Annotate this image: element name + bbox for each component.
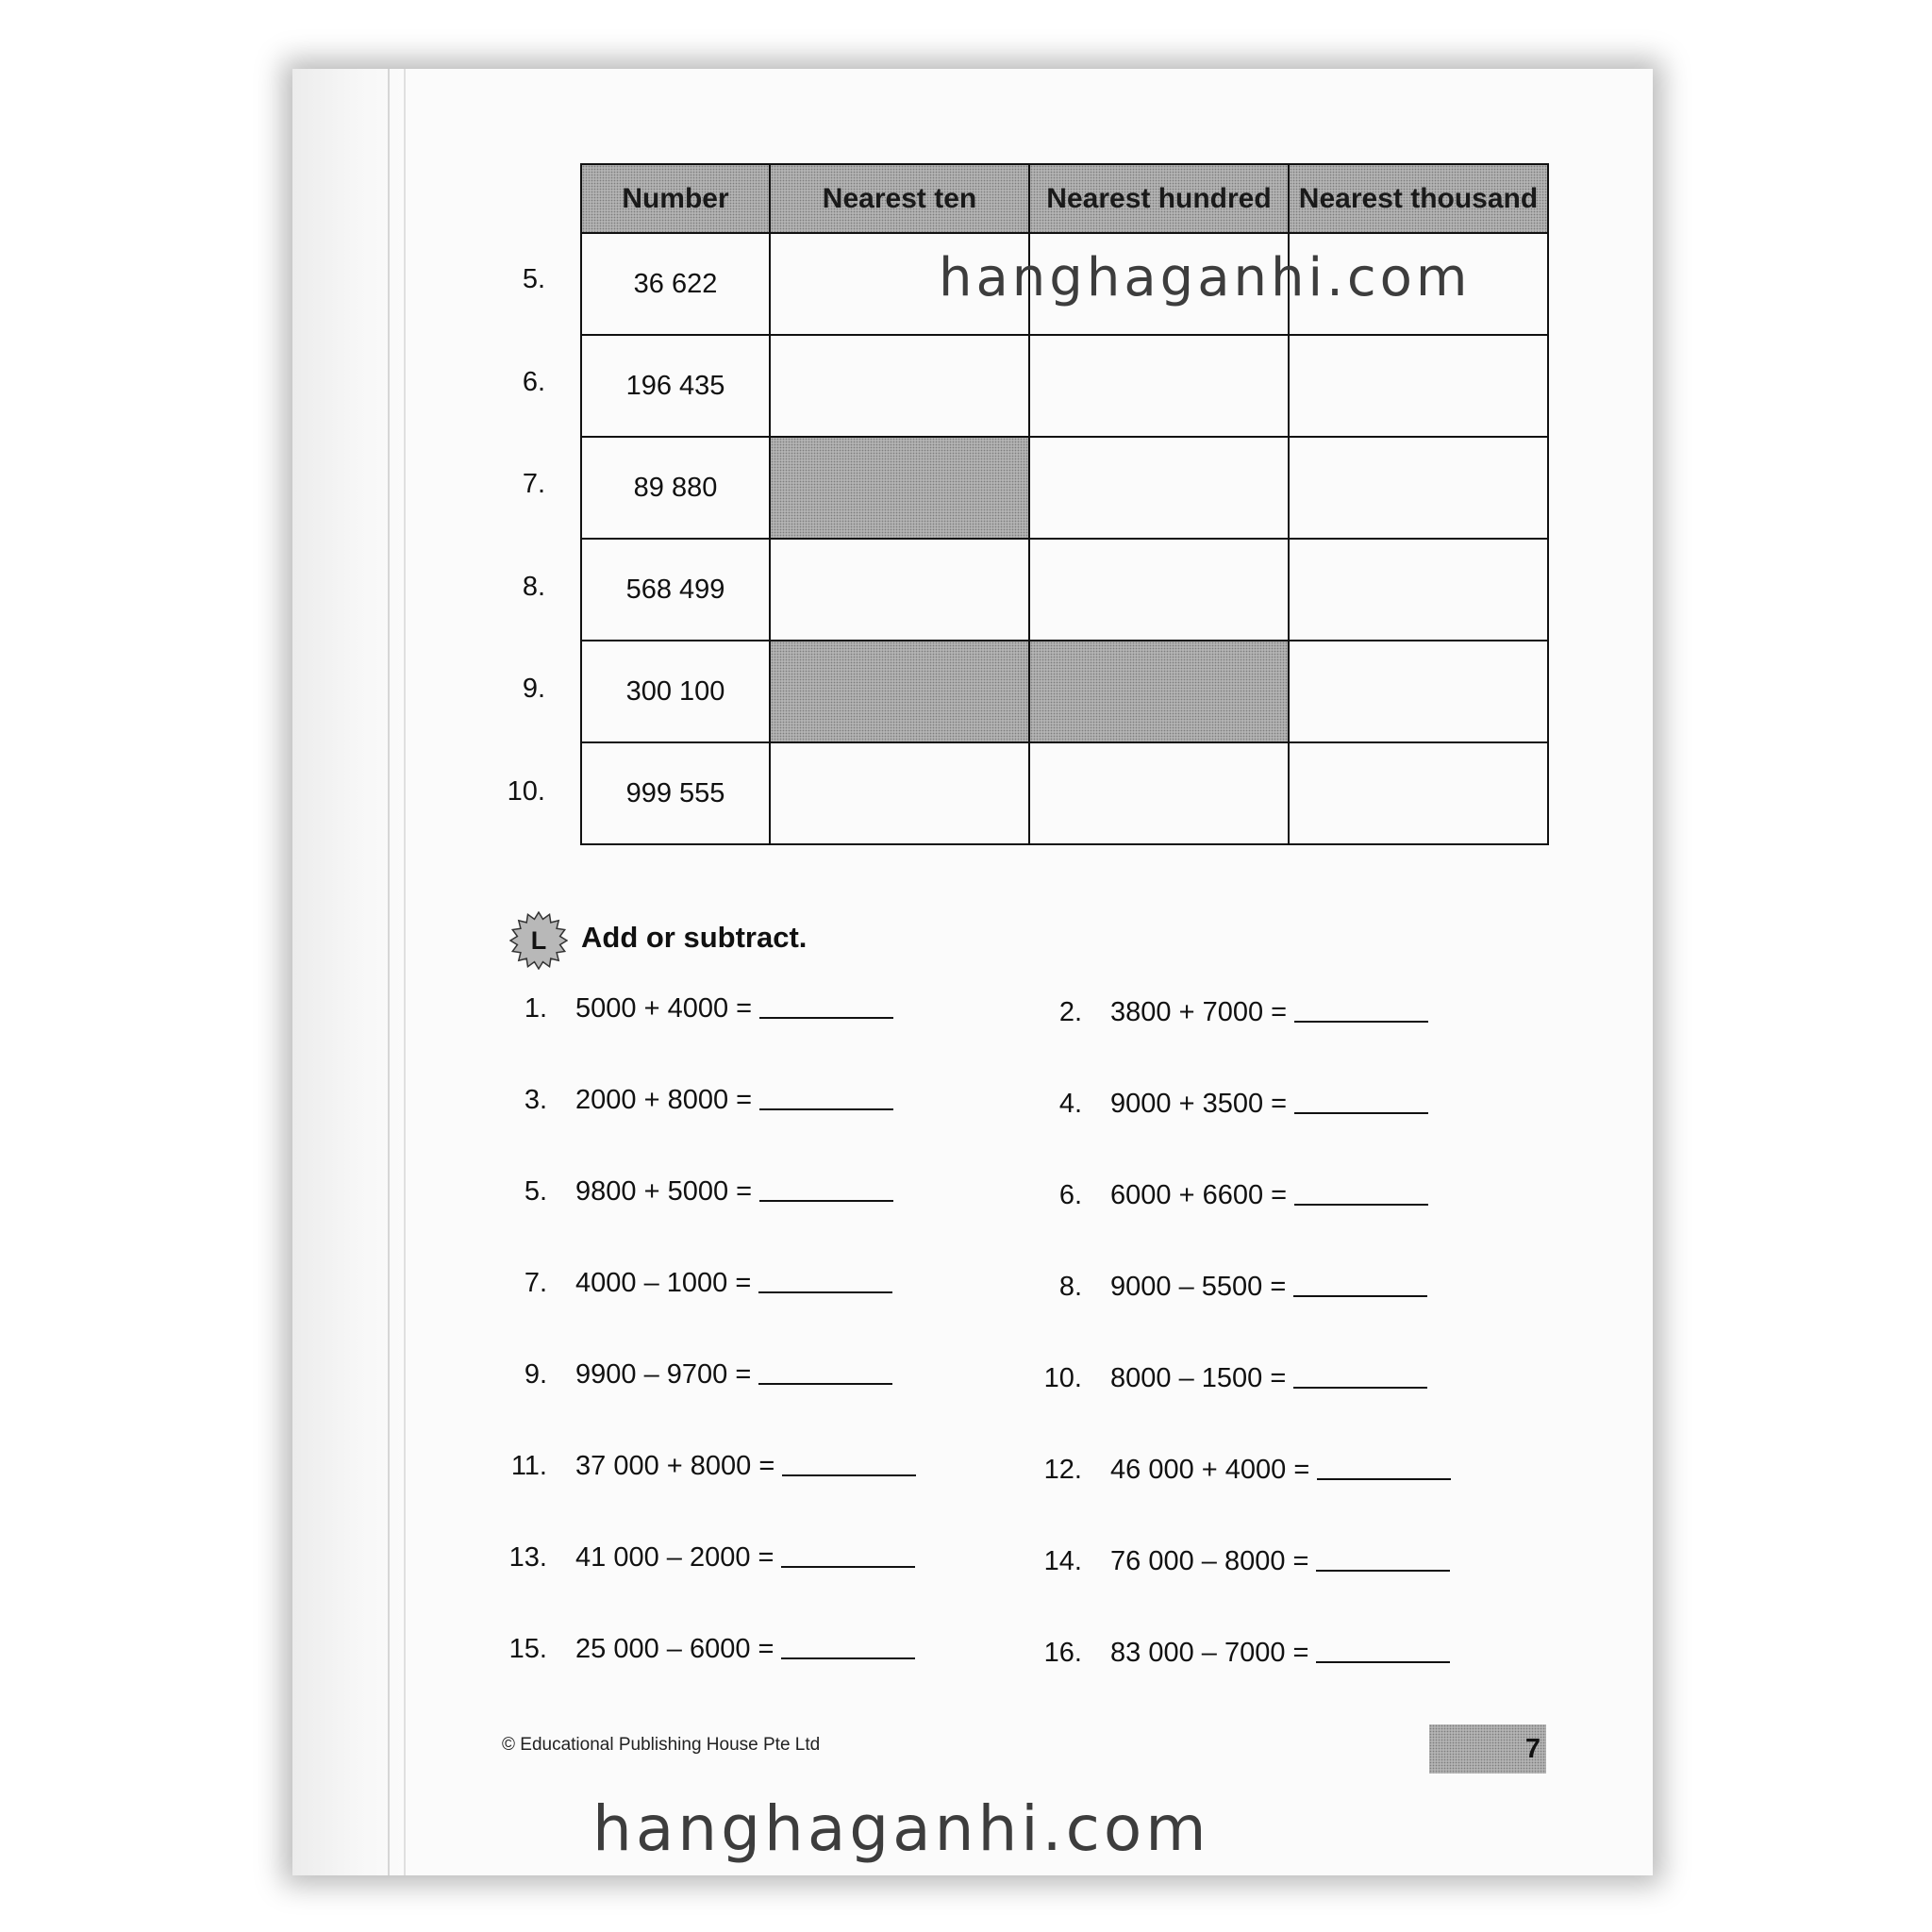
problem-number: 2. — [1058, 997, 1082, 1027]
nearest-ten-cell[interactable] — [770, 335, 1029, 437]
problem-item — [498, 993, 893, 1024]
watermark-bottom: hanghaganhi.com — [592, 1792, 1210, 1865]
problem-expression: 3800 + 7000 = — [1110, 997, 1288, 1027]
worksheet-page — [292, 69, 1653, 1875]
binding-line — [388, 69, 390, 1875]
problem-number: 5. — [524, 1176, 547, 1207]
nearest-hundred-cell[interactable] — [1029, 335, 1289, 437]
problem-number: 3. — [524, 1085, 547, 1115]
header-number: Number — [581, 164, 770, 233]
problem-expression: 9000 – 5500 = — [1110, 1272, 1287, 1302]
nearest-hundred-cell-shaded — [1029, 641, 1289, 742]
nearest-hundred-cell[interactable] — [1029, 539, 1289, 641]
header-nearest-thousand: Nearest thousand — [1289, 164, 1548, 233]
problem-item — [498, 1268, 892, 1299]
problem-item — [498, 1359, 892, 1391]
answer-blank[interactable] — [759, 1200, 893, 1202]
problem-number: 1. — [524, 993, 547, 1024]
table-row — [581, 335, 1548, 437]
problem-item — [498, 1451, 916, 1482]
number-cell: 36 622 — [581, 233, 770, 335]
table-row — [581, 641, 1548, 742]
problem-expression: 9800 + 5000 = — [575, 1176, 753, 1207]
row-number-label: 6. — [522, 366, 545, 397]
table-row — [581, 742, 1548, 844]
nearest-ten-cell-shaded — [770, 641, 1029, 742]
nearest-thousand-cell[interactable] — [1289, 539, 1548, 641]
number-cell: 89 880 — [581, 437, 770, 539]
table-row — [581, 539, 1548, 641]
nearest-ten-cell[interactable] — [770, 742, 1029, 844]
problem-expression: 8000 – 1500 = — [1110, 1363, 1287, 1393]
table-body — [581, 233, 1548, 844]
number-cell: 999 555 — [581, 742, 770, 844]
nearest-ten-cell-shaded — [770, 437, 1029, 539]
answer-blank[interactable] — [1294, 1112, 1428, 1114]
problem-expression: 41 000 – 2000 = — [575, 1542, 774, 1573]
copyright-text: © Educational Publishing House Pte Ltd — [502, 1735, 821, 1755]
problem-item — [1033, 1638, 1450, 1669]
number-cell: 300 100 — [581, 641, 770, 742]
problem-item — [1033, 1089, 1428, 1120]
problem-expression: 37 000 + 8000 = — [575, 1451, 775, 1481]
header-nearest-hundred: Nearest hundred — [1029, 164, 1289, 233]
number-cell: 196 435 — [581, 335, 770, 437]
answer-blank[interactable] — [759, 1108, 893, 1110]
nearest-thousand-cell[interactable] — [1289, 335, 1548, 437]
number-cell: 568 499 — [581, 539, 770, 641]
answer-blank[interactable] — [781, 1657, 915, 1659]
nearest-hundred-cell[interactable] — [1029, 742, 1289, 844]
table-header-row — [581, 164, 1548, 233]
problem-number: 6. — [1058, 1180, 1082, 1210]
problem-expression: 9900 – 9700 = — [575, 1359, 752, 1390]
problem-number: 4. — [1058, 1089, 1082, 1119]
problem-number: 12. — [1043, 1455, 1082, 1485]
problem-item — [498, 1085, 893, 1116]
problem-number: 8. — [1058, 1272, 1082, 1302]
answer-blank[interactable] — [781, 1566, 915, 1568]
problem-expression: 25 000 – 6000 = — [575, 1634, 774, 1664]
answer-blank[interactable] — [1317, 1478, 1451, 1480]
problem-number: 7. — [524, 1268, 547, 1298]
problem-number: 11. — [510, 1451, 547, 1481]
problem-number: 9. — [524, 1359, 547, 1390]
problem-item — [498, 1176, 893, 1208]
problem-item — [1033, 1180, 1428, 1211]
row-number-label: 7. — [522, 469, 545, 499]
nearest-hundred-cell[interactable] — [1029, 437, 1289, 539]
section-title: Add or subtract. — [581, 921, 808, 954]
problem-number: 15. — [508, 1634, 547, 1664]
problem-number: 16. — [1043, 1638, 1082, 1668]
answer-blank[interactable] — [1293, 1295, 1427, 1297]
problem-item — [1033, 1272, 1427, 1303]
answer-blank[interactable] — [758, 1383, 892, 1385]
problem-number: 14. — [1043, 1546, 1082, 1576]
problem-item — [498, 1542, 915, 1574]
problem-item — [1033, 997, 1428, 1028]
problem-expression: 2000 + 8000 = — [575, 1085, 753, 1115]
row-number-label: 5. — [522, 264, 545, 294]
row-number-label: 9. — [522, 674, 545, 704]
table-row — [581, 437, 1548, 539]
problem-item — [1033, 1546, 1450, 1577]
problem-expression: 6000 + 6600 = — [1110, 1180, 1288, 1210]
section-letter: L — [530, 926, 547, 955]
problem-expression: 4000 – 1000 = — [575, 1268, 752, 1298]
page-number: 7 — [1524, 1734, 1541, 1764]
problem-item — [1033, 1455, 1451, 1486]
problem-number: 13. — [508, 1542, 547, 1573]
answer-blank[interactable] — [759, 1017, 893, 1019]
problem-item — [1033, 1363, 1427, 1394]
answer-blank[interactable] — [1316, 1661, 1450, 1663]
problem-expression: 83 000 – 7000 = — [1110, 1638, 1309, 1668]
answer-blank[interactable] — [1294, 1021, 1428, 1023]
problem-expression: 46 000 + 4000 = — [1110, 1455, 1310, 1485]
row-number-label: 10. — [507, 775, 545, 807]
answer-blank[interactable] — [758, 1291, 892, 1293]
problem-item — [498, 1634, 915, 1665]
answer-blank[interactable] — [1294, 1204, 1428, 1206]
nearest-ten-cell[interactable] — [770, 539, 1029, 641]
nearest-thousand-cell[interactable] — [1289, 641, 1548, 742]
nearest-thousand-cell[interactable] — [1289, 742, 1548, 844]
watermark-top: hanghaganhi.com — [939, 247, 1472, 308]
nearest-thousand-cell[interactable] — [1289, 437, 1548, 539]
problem-expression: 76 000 – 8000 = — [1110, 1546, 1309, 1576]
problem-expression: 5000 + 4000 = — [575, 993, 753, 1024]
answer-blank[interactable] — [1293, 1387, 1427, 1389]
problem-number: 10. — [1043, 1363, 1082, 1393]
row-number-label: 8. — [522, 571, 545, 602]
problem-expression: 9000 + 3500 = — [1110, 1089, 1288, 1119]
answer-blank[interactable] — [782, 1474, 916, 1476]
header-nearest-ten: Nearest ten — [770, 164, 1029, 233]
answer-blank[interactable] — [1316, 1570, 1450, 1572]
